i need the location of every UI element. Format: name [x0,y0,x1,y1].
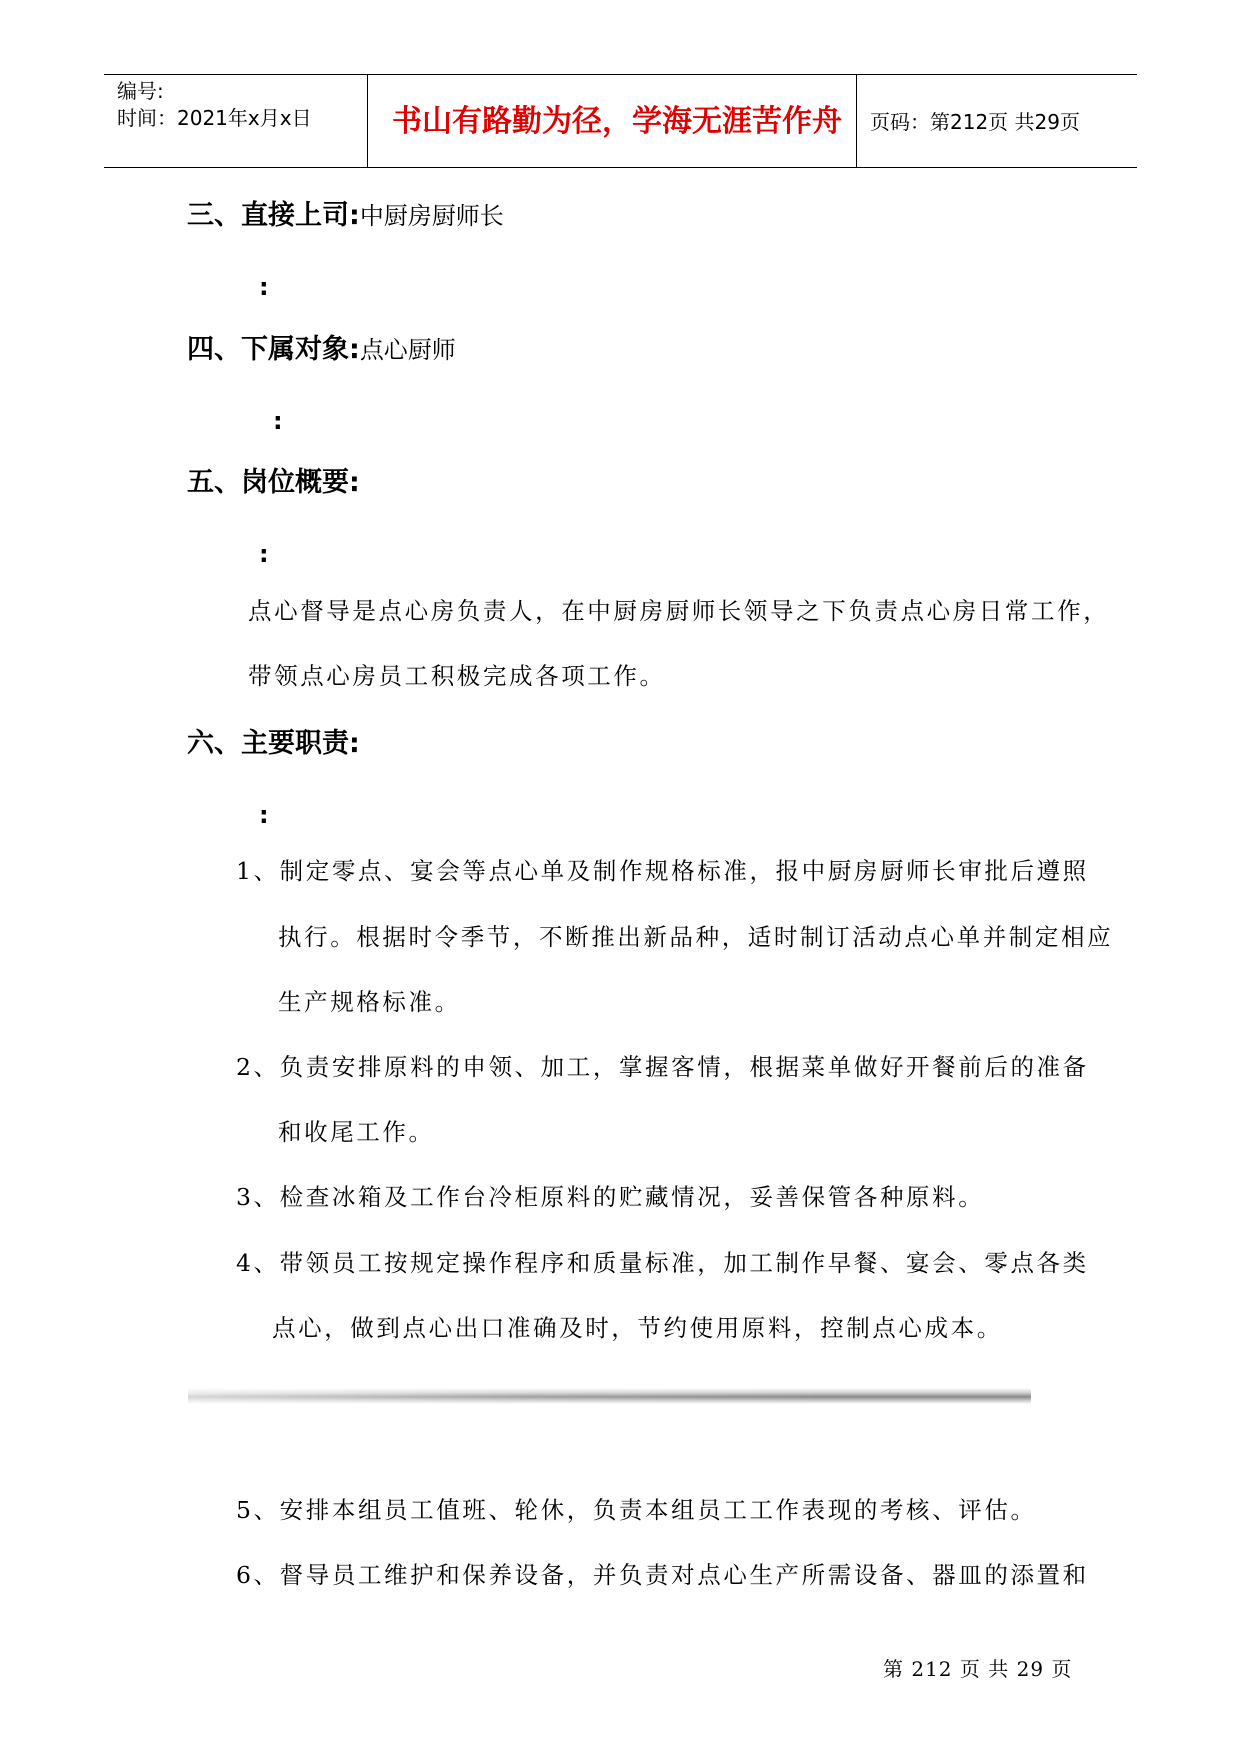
section-4-value: 点心厨师 [359,336,456,364]
section-6-title: 六、主要职责: [187,728,360,759]
header-motto: 书山有路勤为径，学海无涯苦作舟 [392,104,842,139]
summary-line-2: 带领点心房员工积极完成各项工作。 [248,662,666,690]
section-3-title: 三、直接上司: [187,200,360,231]
duty-2-line-2: 和收尾工作。 [278,1118,435,1146]
section-4-title: 四、下属对象: [187,334,360,365]
header-rule-bottom [104,167,1137,168]
section-4-colon: : [273,407,283,435]
summary-line-1: 点心督导是点心房负责人，在中厨房厨师长领导之下负责点心房日常工作， [248,597,1110,625]
duty-2-line-1: 2、负责安排原料的申领、加工，掌握客情，根据菜单做好开餐前后的准备 [236,1053,1089,1081]
section-4-heading [187,333,456,367]
section-3-heading [187,199,504,233]
section-3-colon: : [259,273,269,301]
header-divider-left [367,74,368,167]
duty-6-line-1: 6、督导员工维护和保养设备，并负责对点心生产所需设备、器皿的添置和 [236,1561,1089,1589]
section-5-colon: : [259,540,269,568]
duty-1-line-2: 执行。根据时令季节，不断推出新品种，适时制订活动点心单并制定相应 [278,923,1114,951]
duty-3-line-1: 3、检查冰箱及工作台冷柜原料的贮藏情况，妥善保管各种原料。 [236,1183,985,1211]
document-time-label: 时间：2021年x月x日 [117,106,312,130]
duty-4-line-1: 4、带领员工按规定操作程序和质量标准，加工制作早餐、宴会、零点各类 [236,1249,1089,1277]
section-5-title: 五、岗位概要: [187,467,360,498]
section-3-value: 中厨房厨师长 [359,202,504,230]
header-divider-right [856,74,857,167]
duty-4-line-2: 点心，做到点心出口准确及时，节约使用原料，控制点心成本。 [272,1314,1003,1342]
header-rule-top [104,74,1137,75]
header-page-label: 页码：第212页 共29页 [870,110,1080,134]
duty-5-line-1: 5、安排本组员工值班、轮休，负责本组员工工作表现的考核、评估。 [236,1496,1037,1524]
section-6-colon: : [259,801,269,829]
page-break-separator [188,1388,1031,1404]
document-number-label: 编号: [117,79,164,103]
duty-1-line-3: 生产规格标准。 [278,988,461,1016]
footer-page-number: 第 212 页 共 29 页 [883,1657,1073,1681]
duty-1-line-1: 1、制定零点、宴会等点心单及制作规格标准，报中厨房厨师长审批后遵照 [236,857,1089,885]
